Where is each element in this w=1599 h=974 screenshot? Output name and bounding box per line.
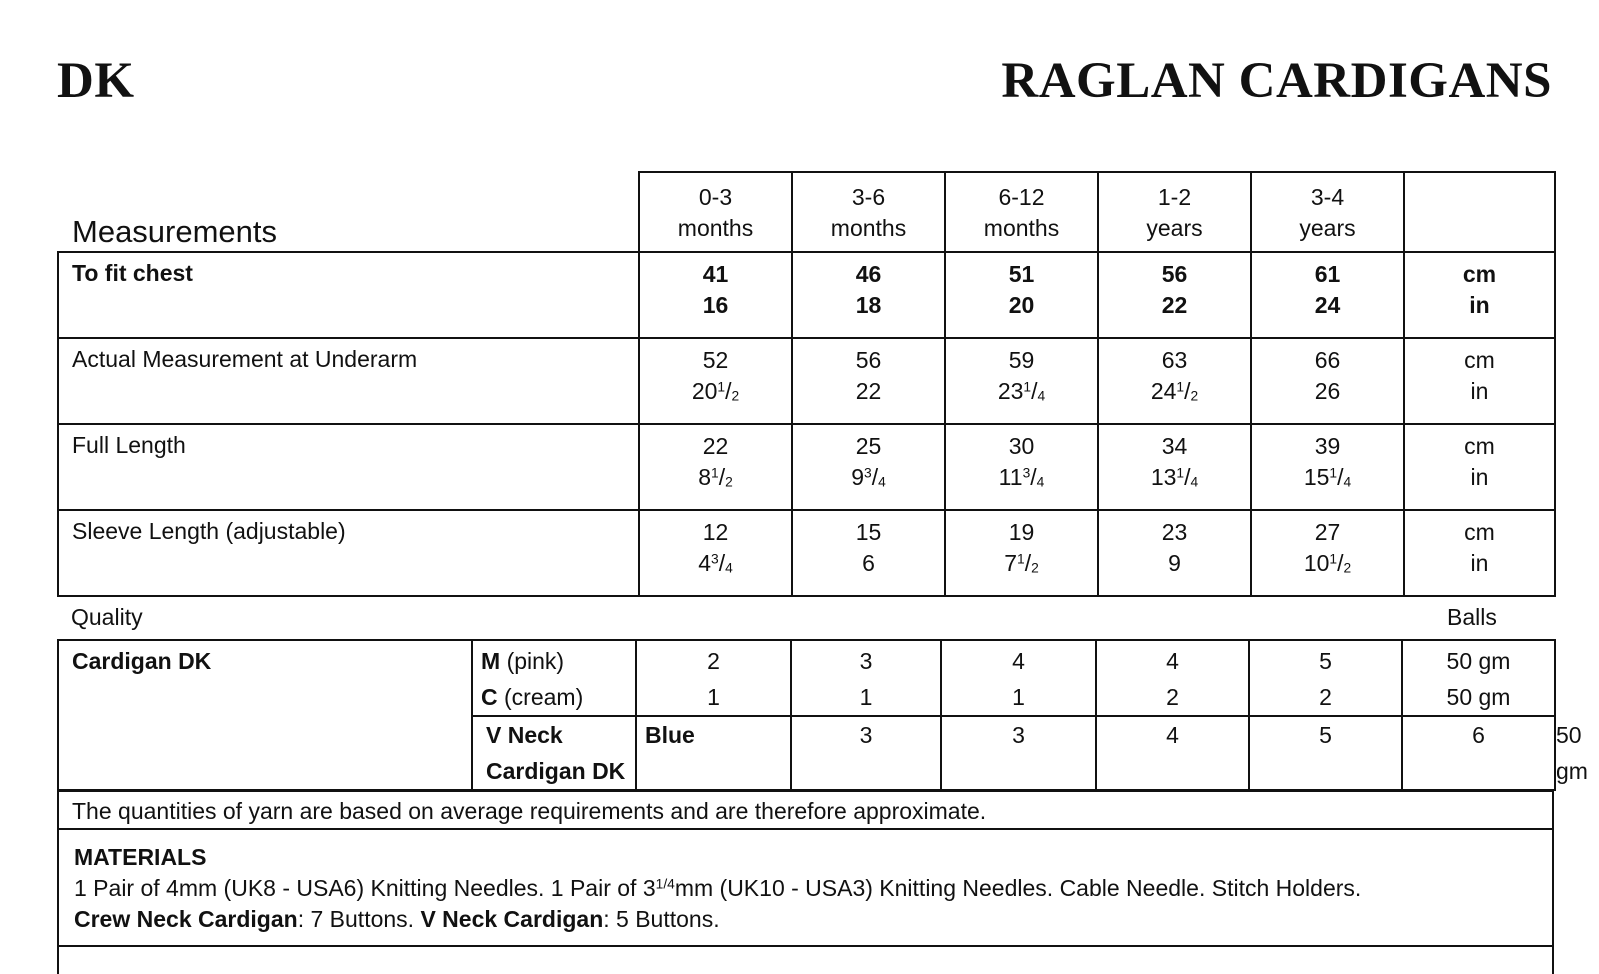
measurement-value: 51 20 [945,252,1098,338]
size-header: 6-12 months [945,172,1098,252]
brand-heading: DK [57,53,135,109]
size-header: 3-6 months [792,172,945,252]
measurement-value: 22 $8^1/_2$ [639,424,792,510]
balls-cell: 4 [1096,716,1249,790]
measurement-row [58,424,1555,510]
balls-cell: 4 2 [1096,640,1249,716]
measurement-row [58,510,1555,596]
measurement-value: 25 $9^3/_4$ [792,424,945,510]
balls-cell: 4 1 [941,640,1096,716]
vneck-color: Blue [636,716,791,790]
size-header: 0-3 months [639,172,792,252]
measurement-value: 46 18 [792,252,945,338]
buttons-text: Crew Neck Cardigan: 7 Buttons. V Neck Cardigan: 5 Buttons. [74,906,720,932]
measurement-label: Full Length [58,424,639,510]
measurement-value: 52 $20^1/_2$ [639,338,792,424]
measurement-value: 27 $10^1/_2$ [1251,510,1404,596]
yarn-note: The quantities of yarn are based on average requirements and are therefore approximate. [59,792,1552,830]
measurement-value: 15 6 [792,510,945,596]
balls-cell: 3 [941,716,1096,790]
notes-box [57,790,1554,974]
balls-cell: 2 1 [636,640,791,716]
measurements-title: Measurements [58,172,639,252]
measurements-table [57,171,1556,597]
divider [59,945,1552,947]
measurement-value: 63 $24^1/_2$ [1098,338,1251,424]
materials-title: MATERIALS [74,844,207,870]
measurement-value: 23 9 [1098,510,1251,596]
balls-cell: 5 2 [1249,640,1402,716]
unit-cell: cm in [1404,252,1555,338]
measurement-value: 56 22 [792,338,945,424]
size-header: 1-2 years [1098,172,1251,252]
size-header: 3-4 years [1251,172,1404,252]
unit-cell: cm in [1404,338,1555,424]
measurement-value: 41 16 [639,252,792,338]
measurement-label: Actual Measurement at Underarm [58,338,639,424]
vneck-row: V Neck Cardigan DK Blue 3 3 4 5 6 50 gm [58,716,1555,790]
measurement-value: 19 $7^1/_2$ [945,510,1098,596]
materials-section [59,830,1552,935]
needles-text: 1 Pair of 4mm (UK8 - USA6) Knitting Needles. 1 Pair of $3^{1/4}mm$ (UK10 - USA3) Knitting Needles. Cable Needle. Stitch Holders. [74,875,1362,901]
measurement-value: 61 24 [1251,252,1404,338]
unit-cell: cm in [1404,510,1555,596]
balls-cell: 3 [791,716,941,790]
measurement-label: To fit chest [58,252,639,338]
balls-cell: 3 1 [791,640,941,716]
measurement-row [58,252,1555,338]
cardigan-name: Cardigan DK [58,640,472,790]
measurement-value: 34 $13^1/_4$ [1098,424,1251,510]
measurement-label: Sleeve Length (adjustable) [58,510,639,596]
vneck-name: V Neck Cardigan DK [472,716,636,790]
cardigan-row [58,640,1555,716]
measurement-value: 59 $23^1/_4$ [945,338,1098,424]
balls-label: Balls [1447,604,1497,630]
measurement-value: 30 $11^3/_4$ [945,424,1098,510]
quality-table [57,639,1588,791]
size-header-row [58,172,1555,252]
measurement-value: 66 26 [1251,338,1404,424]
measurement-value: 12 $4^3/_4$ [639,510,792,596]
unit-header [1404,172,1555,252]
measurement-row [58,338,1555,424]
ball-weight-cell: 50 gm 50 gm [1402,640,1555,716]
quality-label: Quality [71,604,143,630]
balls-cell: 5 [1249,716,1402,790]
unit-cell: cm in [1404,424,1555,510]
measurement-value: 39 $15^1/_4$ [1251,424,1404,510]
measurement-value: 56 22 [1098,252,1251,338]
pattern-title: RAGLAN CARDIGANS [1001,53,1552,109]
balls-cell: 6 [1402,716,1555,790]
main-color-cell: M (pink) C (cream) [472,640,636,716]
